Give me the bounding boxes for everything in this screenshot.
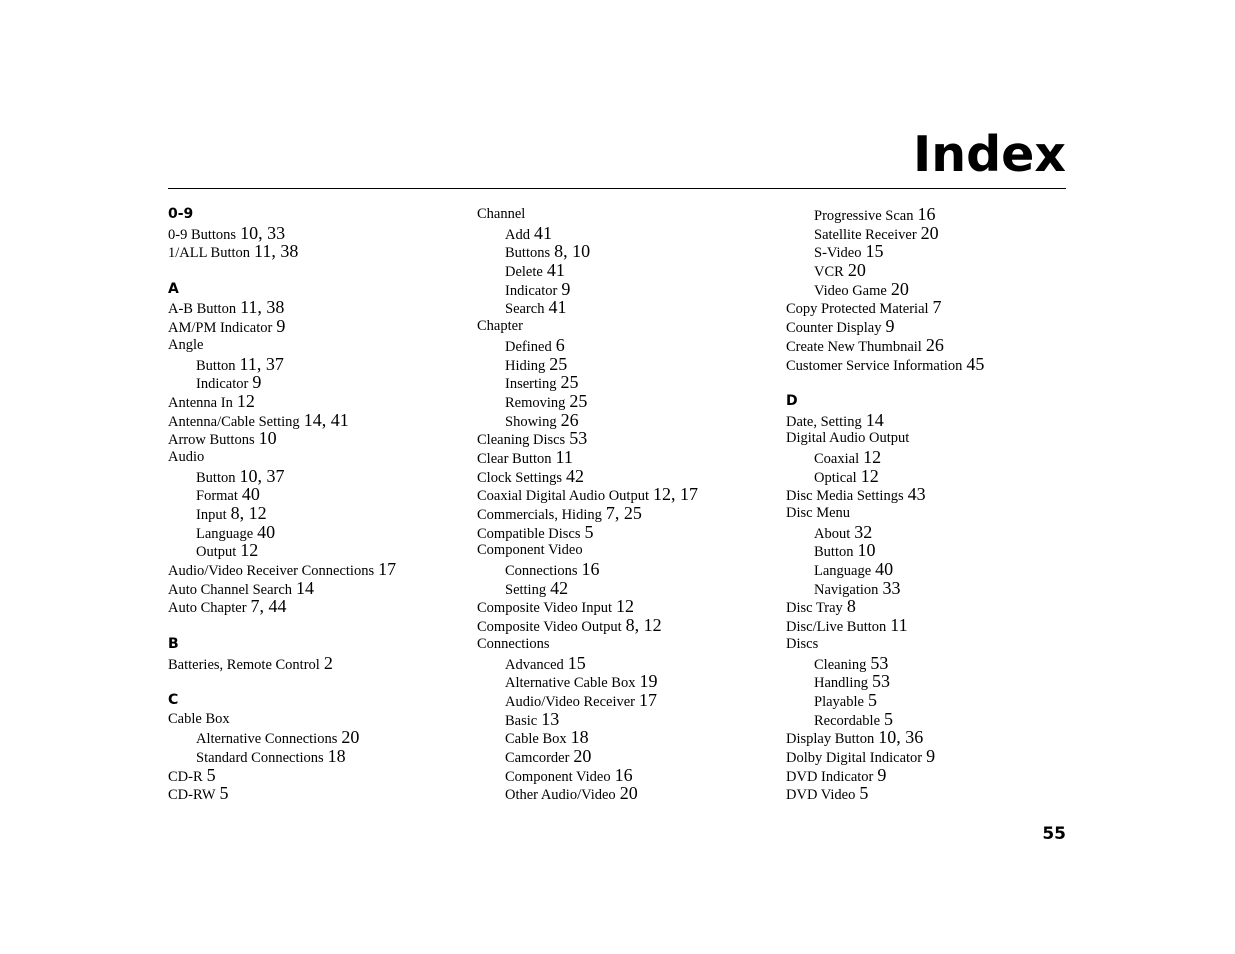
section-spacer xyxy=(168,616,468,635)
index-column-1 xyxy=(168,205,468,803)
index-subentry xyxy=(786,654,1066,673)
index-page-refs: 5 xyxy=(584,521,594,542)
index-subentry xyxy=(477,261,777,280)
index-subentry xyxy=(477,654,777,673)
index-entry xyxy=(786,728,1066,747)
index-subentry xyxy=(168,485,468,504)
index-term: Satellite Receiver xyxy=(814,226,917,243)
index-term: Cleaning xyxy=(814,656,867,673)
index-entry xyxy=(168,597,468,616)
index-term: Antenna/Cable Setting xyxy=(168,413,300,430)
index-term: Input xyxy=(196,507,227,523)
index-term: Alternative Cable Box xyxy=(505,675,636,692)
index-entry xyxy=(168,392,468,411)
index-entry xyxy=(477,504,777,523)
index-term: Arrow Buttons xyxy=(168,432,255,449)
index-page-refs: 20 xyxy=(573,745,592,766)
index-subentry xyxy=(786,224,1066,243)
index-page-refs: 19 xyxy=(639,671,658,692)
index-page-refs: 15 xyxy=(567,652,586,673)
index-term: Navigation xyxy=(814,581,879,598)
index-entry xyxy=(168,710,468,729)
index-page-refs: 14, 41 xyxy=(303,409,349,430)
index-subentry xyxy=(477,784,777,803)
index-subentry xyxy=(477,560,777,579)
index-entry xyxy=(477,317,777,336)
index-subentry xyxy=(786,560,1066,579)
index-subentry xyxy=(477,280,777,299)
index-entry xyxy=(786,616,1066,635)
index-term: Camcorder xyxy=(505,749,570,766)
index-entry xyxy=(477,616,777,635)
index-term: Compatible Discs xyxy=(477,525,581,542)
index-page-refs: 40 xyxy=(875,559,894,580)
index-entry xyxy=(786,429,1066,448)
index-page-refs: 20 xyxy=(890,278,909,299)
index-term: DVD Indicator xyxy=(786,768,874,785)
index-term: Coaxial xyxy=(814,450,860,467)
index-term: CD-RW xyxy=(168,787,216,804)
index-term: Disc/Live Button xyxy=(786,619,887,636)
index-term: About xyxy=(814,525,851,542)
index-subentry xyxy=(786,541,1066,560)
section-spacer xyxy=(786,373,1066,392)
index-term: Delete xyxy=(505,264,543,281)
index-page-refs: 42 xyxy=(566,465,584,486)
index-term: CD-R xyxy=(168,768,203,785)
index-entry xyxy=(477,429,777,448)
index-term: Commercials, Hiding xyxy=(477,507,602,523)
index-section-heading: C xyxy=(168,691,179,708)
index-term: Playable xyxy=(814,693,864,710)
index-entry xyxy=(168,448,468,467)
index-term: Antenna In xyxy=(168,394,233,411)
index-page-refs: 12 xyxy=(860,465,879,486)
index-term: Optical xyxy=(814,469,857,486)
index-term: 0-9 Buttons xyxy=(168,226,237,243)
index-subentry xyxy=(786,467,1066,486)
index-page-refs: 5 xyxy=(219,783,229,804)
index-subentry xyxy=(477,672,777,691)
index-term: Date, Setting xyxy=(786,413,862,430)
index-entry xyxy=(786,635,1066,654)
index-page-refs: 20 xyxy=(341,727,360,748)
index-subentry xyxy=(786,579,1066,598)
index-term: Other Audio/Video xyxy=(505,787,616,804)
index-term: Cleaning Discs xyxy=(477,432,566,449)
index-entry xyxy=(168,298,468,317)
index-term: Angle xyxy=(168,336,204,353)
index-page-refs: 16 xyxy=(917,204,936,224)
index-subentry xyxy=(168,747,468,766)
index-subentry xyxy=(477,298,777,317)
index-term: Buttons xyxy=(505,245,551,262)
index-term: Search xyxy=(505,301,545,318)
index-page-refs: 11, 38 xyxy=(254,241,299,262)
section-spacer xyxy=(168,261,468,280)
index-subentry xyxy=(168,467,468,486)
index-page-refs: 12, 17 xyxy=(652,484,698,505)
index-term: Digital Audio Output xyxy=(786,430,910,447)
index-subentry xyxy=(477,373,777,392)
index-page-refs: 26 xyxy=(560,409,579,430)
index-page-refs: 43 xyxy=(907,484,926,505)
index-page-refs: 9 xyxy=(926,745,936,766)
index-term: Copy Protected Material xyxy=(786,301,929,318)
index-subentry xyxy=(786,691,1066,710)
index-term: Chapter xyxy=(477,318,523,335)
index-page-refs: 20 xyxy=(920,222,939,243)
index-term: Progressive Scan xyxy=(814,208,914,224)
index-column-3 xyxy=(786,205,1066,803)
index-page-refs: 5 xyxy=(867,689,877,710)
index-page-refs: 25 xyxy=(549,353,568,374)
index-page-refs: 17 xyxy=(378,559,397,580)
index-entry xyxy=(477,541,777,560)
index-page-refs: 7 xyxy=(932,297,942,318)
index-page-refs: 32 xyxy=(854,521,873,542)
index-subentry xyxy=(477,336,777,355)
index-page-refs: 17 xyxy=(639,689,657,710)
index-page-refs: 16 xyxy=(581,559,600,580)
index-term: Button xyxy=(814,544,854,561)
index-page-refs: 6 xyxy=(555,334,565,355)
index-page-refs: 26 xyxy=(925,334,944,355)
index-page-refs: 9 xyxy=(252,372,262,393)
index-term: Cable Box xyxy=(168,710,230,727)
index-page-refs: 5 xyxy=(859,783,869,804)
index-page-refs: 53 xyxy=(569,428,588,449)
index-page-refs: 20 xyxy=(619,783,638,804)
index-page-refs: 18 xyxy=(327,745,346,766)
index-subentry xyxy=(477,766,777,785)
index-page-refs: 41 xyxy=(548,297,567,318)
index-term: Handling xyxy=(814,675,868,692)
index-page-refs: 9 xyxy=(561,278,571,299)
index-page-refs: 10 xyxy=(258,428,277,449)
index-page-refs: 7, 25 xyxy=(605,503,642,523)
index-term: Disc Menu xyxy=(786,505,851,521)
index-term: Standard Connections xyxy=(196,749,324,766)
index-column-2 xyxy=(477,205,777,803)
index-entry xyxy=(168,317,468,336)
index-subentry xyxy=(477,691,777,710)
index-page-refs: 25 xyxy=(560,372,579,393)
index-page-refs: 25 xyxy=(569,390,588,411)
index-page-refs: 12 xyxy=(863,446,882,467)
index-term: VCR xyxy=(814,264,844,281)
index-term: Customer Service Information xyxy=(786,357,963,374)
index-term: Auto Channel Search xyxy=(168,581,293,598)
index-page-refs: 10, 33 xyxy=(240,222,286,243)
index-subentry xyxy=(477,411,777,430)
index-term: Button xyxy=(196,357,236,374)
index-page-refs: 53 xyxy=(870,652,889,673)
index-section-heading: 0-9 xyxy=(168,206,194,222)
index-term: S-Video xyxy=(814,245,862,262)
index-page-refs: 33 xyxy=(882,577,901,598)
index-page-refs: 18 xyxy=(570,727,589,748)
index-term: Cable Box xyxy=(505,731,567,748)
index-page-refs: 12 xyxy=(236,390,255,411)
index-term: Coaxial Digital Audio Output xyxy=(477,488,649,505)
index-term: Output xyxy=(196,544,237,561)
index-entry xyxy=(168,242,468,261)
index-entry xyxy=(477,485,777,504)
index-subentry xyxy=(786,242,1066,261)
index-term: Composite Video Input xyxy=(477,600,612,617)
index-section-heading: B xyxy=(168,635,179,652)
index-term: Language xyxy=(814,563,872,580)
index-page-refs: 9 xyxy=(276,316,286,337)
index-term: Button xyxy=(196,469,236,486)
index-subentry xyxy=(477,710,777,729)
index-entry xyxy=(168,766,468,785)
index-entry xyxy=(786,747,1066,766)
index-term: Display Button xyxy=(786,731,875,748)
index-term: Recordable xyxy=(814,712,881,729)
index-term: Audio/Video Receiver xyxy=(505,693,635,710)
index-term: Advanced xyxy=(505,656,564,673)
index-term: Defined xyxy=(505,338,552,355)
index-page-refs: 12 xyxy=(616,596,634,617)
title-divider xyxy=(168,188,1066,189)
index-term: Audio xyxy=(168,448,205,465)
index-page-refs: 8, 12 xyxy=(230,503,267,523)
index-subentry xyxy=(168,355,468,374)
index-term: 1/ALL Button xyxy=(168,245,251,262)
page-title: Index xyxy=(912,126,1066,183)
index-entry xyxy=(168,654,468,673)
index-page-refs: 5 xyxy=(206,764,216,785)
index-entry xyxy=(786,766,1066,785)
index-page-refs: 8, 12 xyxy=(625,615,662,636)
index-term: Component Video xyxy=(505,768,611,785)
index-page-refs: 41 xyxy=(546,260,565,281)
index-term: Create New Thumbnail xyxy=(786,338,922,355)
index-entry xyxy=(786,504,1066,523)
index-subentry xyxy=(786,523,1066,542)
index-entry xyxy=(477,448,777,467)
index-subentry xyxy=(477,579,777,598)
index-page-refs: 40 xyxy=(241,484,260,505)
index-term: Component Video xyxy=(477,542,583,559)
index-term: Inserting xyxy=(505,376,557,393)
index-term: Removing xyxy=(505,394,566,411)
index-subentry xyxy=(786,280,1066,299)
index-entry xyxy=(477,523,777,542)
index-page-refs: 8, 10 xyxy=(554,241,591,262)
index-entry xyxy=(168,579,468,598)
index-page-refs: 41 xyxy=(533,222,552,243)
index-term: Composite Video Output xyxy=(477,619,622,636)
index-page-refs: 12 xyxy=(240,540,259,561)
index-term: A-B Button xyxy=(168,301,237,318)
index-subentry xyxy=(168,728,468,747)
index-term: Connections xyxy=(477,635,550,652)
index-page-refs: 13 xyxy=(541,708,560,729)
index-term: Disc Tray xyxy=(786,600,843,617)
index-entry xyxy=(477,597,777,616)
index-subentry xyxy=(168,523,468,542)
index-term: Indicator xyxy=(196,376,249,393)
index-page-refs: 9 xyxy=(885,316,895,337)
index-term: Basic xyxy=(505,712,538,729)
index-term: AM/PM Indicator xyxy=(168,320,273,337)
index-page-refs: 20 xyxy=(847,260,866,281)
index-subentry xyxy=(477,747,777,766)
index-subentry xyxy=(477,355,777,374)
index-entry xyxy=(786,411,1066,430)
index-page-refs: 45 xyxy=(966,353,985,374)
index-term: Counter Display xyxy=(786,320,882,337)
index-term: Dolby Digital Indicator xyxy=(786,749,923,766)
index-entry xyxy=(168,336,468,355)
index-term: Connections xyxy=(505,563,578,580)
index-entry xyxy=(168,411,468,430)
index-section-heading: D xyxy=(786,392,798,409)
index-subentry xyxy=(786,261,1066,280)
index-term: Batteries, Remote Control xyxy=(168,656,320,673)
index-page-refs: 5 xyxy=(884,708,894,729)
index-term: Showing xyxy=(505,413,557,430)
index-subentry xyxy=(477,242,777,261)
index-page-refs: 10, 37 xyxy=(239,465,285,486)
index-term: Disc Media Settings xyxy=(786,488,904,505)
page-number: 55 xyxy=(1042,824,1066,844)
index-term: Audio/Video Receiver Connections xyxy=(168,563,375,580)
index-page-refs: 40 xyxy=(257,521,276,542)
index-page-refs: 11 xyxy=(555,446,573,467)
index-entry xyxy=(786,298,1066,317)
index-term: Add xyxy=(505,226,530,243)
index-page-refs: 11 xyxy=(890,615,908,636)
index-page-refs: 53 xyxy=(871,671,890,692)
index-term: Alternative Connections xyxy=(196,731,338,748)
index-term: Video Game xyxy=(814,282,887,299)
index-subentry xyxy=(786,710,1066,729)
index-page-refs: 14 xyxy=(296,577,315,598)
index-page-refs: 10 xyxy=(857,540,876,561)
index-page-refs: 10, 36 xyxy=(878,727,924,748)
index-page-refs: 7, 44 xyxy=(250,596,287,617)
index-subentry xyxy=(786,672,1066,691)
index-page-refs: 11, 38 xyxy=(240,297,285,318)
index-subentry xyxy=(786,448,1066,467)
index-page-refs: 9 xyxy=(877,764,887,785)
index-subentry xyxy=(477,728,777,747)
index-subentry xyxy=(168,504,468,523)
index-page-refs: 14 xyxy=(865,409,884,430)
index-term: Channel xyxy=(477,206,526,222)
index-entry xyxy=(168,224,468,243)
index-page-refs: 42 xyxy=(550,577,569,598)
index-term: Format xyxy=(196,488,238,505)
index-entry xyxy=(168,429,468,448)
index-entry xyxy=(786,784,1066,803)
index-term: Auto Chapter xyxy=(168,600,247,617)
index-page-refs: 2 xyxy=(323,652,333,673)
index-term: Discs xyxy=(786,635,819,652)
index-entry xyxy=(786,485,1066,504)
index-entry xyxy=(786,597,1066,616)
index-entry xyxy=(786,317,1066,336)
index-subentry xyxy=(477,224,777,243)
index-entry xyxy=(786,355,1066,374)
index-term: Language xyxy=(196,525,254,542)
index-term: Hiding xyxy=(505,357,546,374)
index-page-refs: 8 xyxy=(846,596,856,617)
index-entry xyxy=(786,336,1066,355)
index-entry xyxy=(477,635,777,654)
index-term: Indicator xyxy=(505,282,558,299)
index-page-refs: 15 xyxy=(865,241,884,262)
index-entry xyxy=(477,205,777,224)
index-subentry xyxy=(168,373,468,392)
index-section-heading: A xyxy=(168,280,179,297)
index-entry xyxy=(168,560,468,579)
index-page-refs: 16 xyxy=(614,764,633,785)
index-entry xyxy=(168,784,468,803)
index-page-refs: 11, 37 xyxy=(239,353,284,374)
index-subentry xyxy=(786,205,1066,224)
index-term: Clock Settings xyxy=(477,469,562,486)
index-subentry xyxy=(168,541,468,560)
index-subentry xyxy=(477,392,777,411)
index-term: Clear Button xyxy=(477,450,552,467)
section-spacer xyxy=(168,672,468,691)
index-term: DVD Video xyxy=(786,787,856,804)
index-term: Setting xyxy=(505,581,547,598)
index-entry xyxy=(477,467,777,486)
